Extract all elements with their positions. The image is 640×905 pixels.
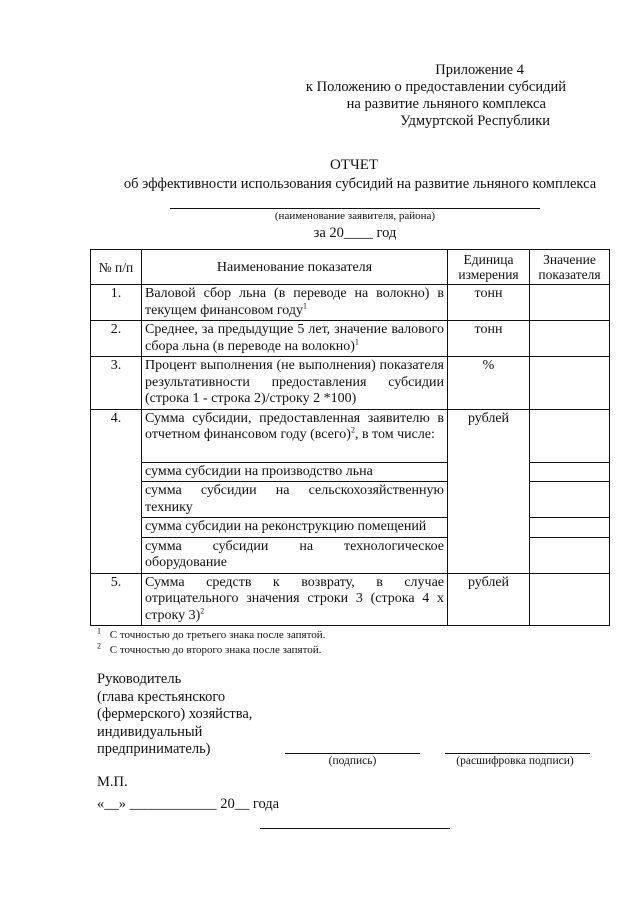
signer-line: предприниматель) bbox=[97, 741, 211, 757]
signer-line: индивидуальный bbox=[97, 723, 203, 740]
header-num: № п/п bbox=[91, 250, 142, 285]
table-row bbox=[91, 409, 610, 462]
row-number: 3. bbox=[91, 357, 142, 410]
footnote-text: С точностью до второго знака после запятой. bbox=[109, 644, 322, 656]
row-name bbox=[142, 285, 448, 321]
signature-line[interactable] bbox=[285, 753, 420, 754]
signature-caption: (подпись) bbox=[328, 755, 377, 767]
table-row bbox=[91, 321, 610, 357]
row-unit: рублей bbox=[448, 409, 530, 573]
applicant-line bbox=[170, 208, 540, 209]
row-value-cell[interactable] bbox=[530, 573, 610, 626]
row-number: 1. bbox=[91, 285, 142, 321]
footnote-ref: 2 bbox=[350, 425, 355, 435]
footnote-text: С точностью до третьего знака после запятой. bbox=[109, 629, 326, 641]
row-unit: тонн bbox=[448, 285, 530, 321]
footnote-1 bbox=[97, 628, 325, 642]
signer-title bbox=[97, 671, 252, 759]
footnote-ref: 2 bbox=[200, 605, 205, 615]
table-row bbox=[91, 573, 610, 626]
signer-line: (фермерского) хозяйства, bbox=[97, 706, 253, 722]
row-value-cell[interactable] bbox=[530, 462, 610, 482]
row-number: 4. bbox=[91, 409, 142, 573]
row-value-cell[interactable] bbox=[530, 321, 610, 357]
bottom-line bbox=[260, 828, 450, 829]
report-date: «__» ____________ 20__ года bbox=[97, 796, 280, 812]
row-name bbox=[142, 573, 448, 626]
row-value-cell[interactable] bbox=[530, 409, 610, 462]
row-number: 5. bbox=[91, 573, 142, 626]
row-value-cell[interactable] bbox=[530, 482, 610, 518]
header-name: Наименование показателя bbox=[142, 250, 448, 285]
appendix-line: к Положению о предоставлении субсидий bbox=[305, 79, 566, 95]
subrow-name: сумма субсидии на сельскохозяйственную технику bbox=[142, 482, 448, 518]
appendix-header bbox=[230, 62, 566, 130]
row-value-cell[interactable] bbox=[530, 537, 610, 573]
table-subrow bbox=[91, 462, 610, 482]
footnote-2 bbox=[97, 643, 321, 657]
row-unit: рублей bbox=[448, 573, 530, 626]
row-name-text: Сумма субсидии, предоставленная заявителю в отчетном финансовом году (всего) bbox=[145, 410, 444, 442]
table-subrow bbox=[91, 482, 610, 518]
signature-decode-caption: (расшифровка подписи) bbox=[456, 755, 574, 767]
header-value: Значение показателя bbox=[530, 250, 610, 285]
footnote-mark: 2 bbox=[97, 641, 101, 651]
table-header-row bbox=[91, 250, 610, 285]
row-name-text: , в том числе: bbox=[354, 427, 435, 442]
subrow-name: сумма субсидии на реконструкцию помещений bbox=[142, 518, 448, 538]
report-subtitle: об эффективности использования субсидий на развитие льняного комплекса bbox=[123, 176, 597, 192]
table-subrow bbox=[91, 518, 610, 538]
row-value-cell[interactable] bbox=[530, 357, 610, 410]
table-subrow bbox=[91, 537, 610, 573]
appendix-line: Приложение 4 bbox=[435, 62, 524, 78]
row-name bbox=[142, 409, 448, 462]
row-name bbox=[142, 321, 448, 357]
row-name-text: Среднее, за предыдущие 5 лет, значение валового сбора льна (в переводе на волокно) bbox=[145, 322, 444, 354]
row-name-text: Сумма средств к возврату, в случае отрицательного значения строки 3 (строка 4 х строку 3) bbox=[145, 574, 444, 623]
footnote-ref: 1 bbox=[354, 336, 359, 346]
row-unit: тонн bbox=[448, 321, 530, 357]
appendix-line: Удмуртской Республики bbox=[400, 113, 550, 129]
subrow-name: сумма субсидии на производство льна bbox=[142, 462, 448, 482]
stamp-place: М.П. bbox=[97, 774, 128, 790]
row-value-cell[interactable] bbox=[530, 518, 610, 538]
signer-line: (глава крестьянского bbox=[97, 688, 226, 705]
applicant-caption: (наименование заявителя, района) bbox=[274, 210, 436, 222]
footnote-ref: 1 bbox=[303, 300, 307, 310]
report-period: за 20____ год bbox=[313, 225, 397, 241]
indicators-table bbox=[90, 249, 610, 626]
table-row bbox=[91, 357, 610, 410]
row-name: Процент выполнения (не выполнения) показателя результативности предоставления субсидии (строка 1 - строка 2)/строку 2 *100) bbox=[142, 357, 448, 410]
subrow-name: сумма субсидии на технологическое оборудование bbox=[142, 537, 448, 573]
row-name-text: Валовой сбор льна (в переводе на волокно) в текущем финансовом году bbox=[145, 286, 444, 318]
table-row bbox=[91, 285, 610, 321]
appendix-line: на развитие льняного комплекса bbox=[346, 96, 546, 112]
signature-decode-line[interactable] bbox=[445, 753, 590, 754]
header-unit: Единица измерения bbox=[448, 250, 530, 285]
report-title: ОТЧЕТ bbox=[329, 157, 379, 173]
signer-line: Руководитель bbox=[97, 671, 182, 687]
footnote-mark: 1 bbox=[97, 626, 101, 636]
row-unit: % bbox=[448, 357, 530, 410]
row-value-cell[interactable] bbox=[530, 285, 610, 321]
row-number: 2. bbox=[91, 321, 142, 357]
